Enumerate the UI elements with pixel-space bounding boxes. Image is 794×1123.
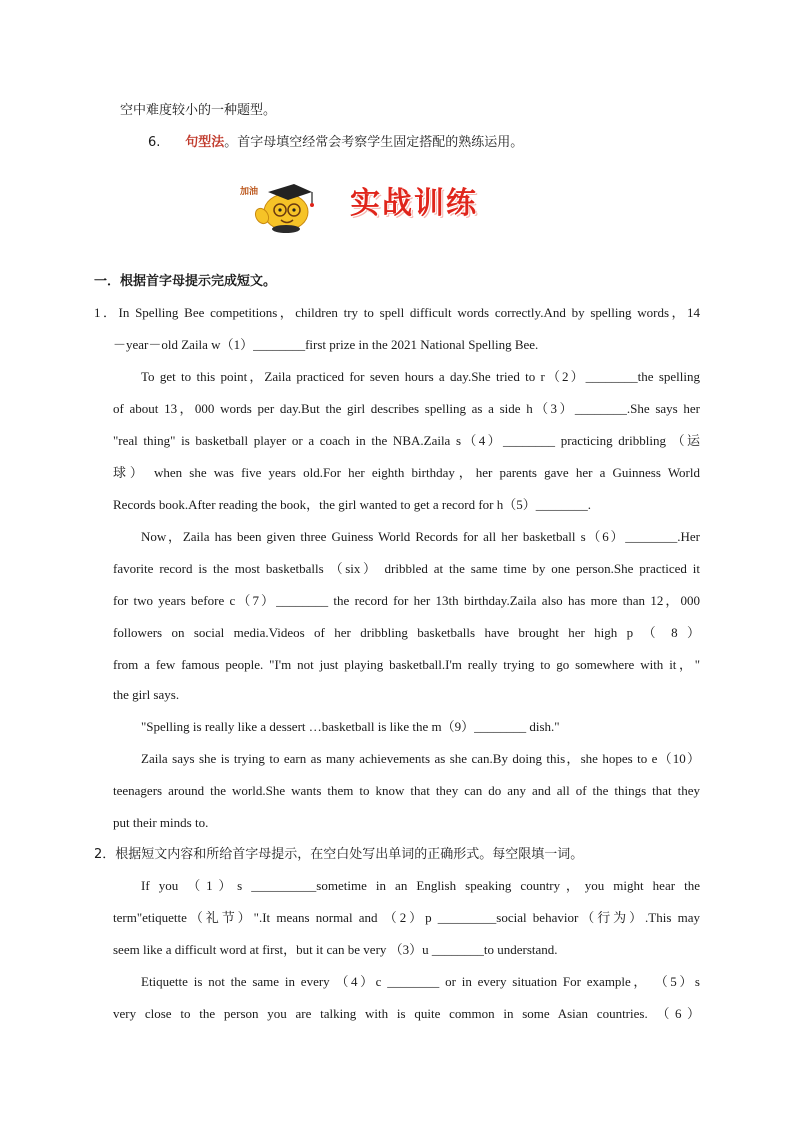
q1-line: To get to this point，Zaila practiced for seven hours a day.She tried to r（2）________the spelling <box>141 369 700 384</box>
tip-6 <box>148 134 523 152</box>
q1-line: from a few famous people. "I'm not just playing basketball.I'm really trying to go somewhere with it，" <box>113 657 700 672</box>
q1-line: of about 13，000 words per day.But the girl describes spelling as a side h（3）________.She says her <box>113 401 700 416</box>
q1-line: teenagers around the world.She wants them to know that they can do any and all of the things that they <box>113 783 700 798</box>
q2-line: term"etiquette（礼节）".It means normal and （2）p _________social behavior（行为）.This may <box>113 910 700 925</box>
q2-line: very close to the person you are talking with is quite common in some Asian countries. （6） <box>113 1006 700 1021</box>
tip-number: 6. <box>148 135 161 150</box>
tip-label: 句型法 <box>185 135 225 150</box>
q2-line: If you （1）s __________sometime in an English speaking country，you might hear the <box>141 878 700 893</box>
q1-line: for two years before c（7）________ the record for her 13th birthday.Zaila also has more than 12，000 <box>113 593 700 608</box>
q1-line: favorite record is the most basketballs （six） dribbled at the same time by one person.She practiced it <box>113 561 700 576</box>
q1-line: "real thing" is basketball player or a coach in the NBA.Zaila s（4）________ practicing dribbling （运 <box>113 433 700 448</box>
q1-line: 1．In Spelling Bee competitions，children try to spell difficult words correctly.And by spelling words，14 <box>94 305 700 320</box>
section-heading: 一．根据首字母提示完成短文。 <box>94 274 277 289</box>
q1-line: Records book.After reading the book，the girl wanted to get a record for h（5）________. <box>113 497 591 512</box>
tip-text: 。首字母填空经常会考察学生固定搭配的熟练运用。 <box>224 135 524 150</box>
q1-line: －year－old Zaila w（1）________first prize in the 2021 National Spelling Bee. <box>113 337 539 352</box>
q2-line: seem like a difficult word at first，but it can be very （3）u ________to understand. <box>113 942 558 957</box>
banner-title: 实战训练 <box>350 186 478 221</box>
q1-line: 球） when she was five years old.For her eighth birthday，her parents gave her a Guinness World <box>113 465 700 480</box>
intro-line: 空中难度较小的一种题型。 <box>120 103 277 118</box>
q1-line: the girl says. <box>113 687 180 702</box>
q1-line: put their minds to. <box>113 815 209 830</box>
q2-heading: 2．根据短文内容和所给首字母提示，在空白处写出单词的正确形式。每空限填一词。 <box>94 847 584 862</box>
q1-line: Now，Zaila has been given three Guiness World Records for all her basketball s（6）________.Her <box>141 529 700 544</box>
q1-line: followers on social media.Videos of her dribbling basketballs have brought her high p （ 8 ） <box>113 625 700 640</box>
mascot-text: 加油 <box>240 187 259 197</box>
mascot-graduate-icon <box>238 172 316 234</box>
q1-line: "Spelling is really like a dessert …basketball is like the m（9）________ dish." <box>141 719 560 734</box>
q2-line: Etiquette is not the same in every （4）c ________ or in every situation For example， （5）s <box>141 974 700 989</box>
q1-line: Zaila says she is trying to earn as many achievements as she can.By doing this，she hopes to e（10） <box>141 751 700 766</box>
